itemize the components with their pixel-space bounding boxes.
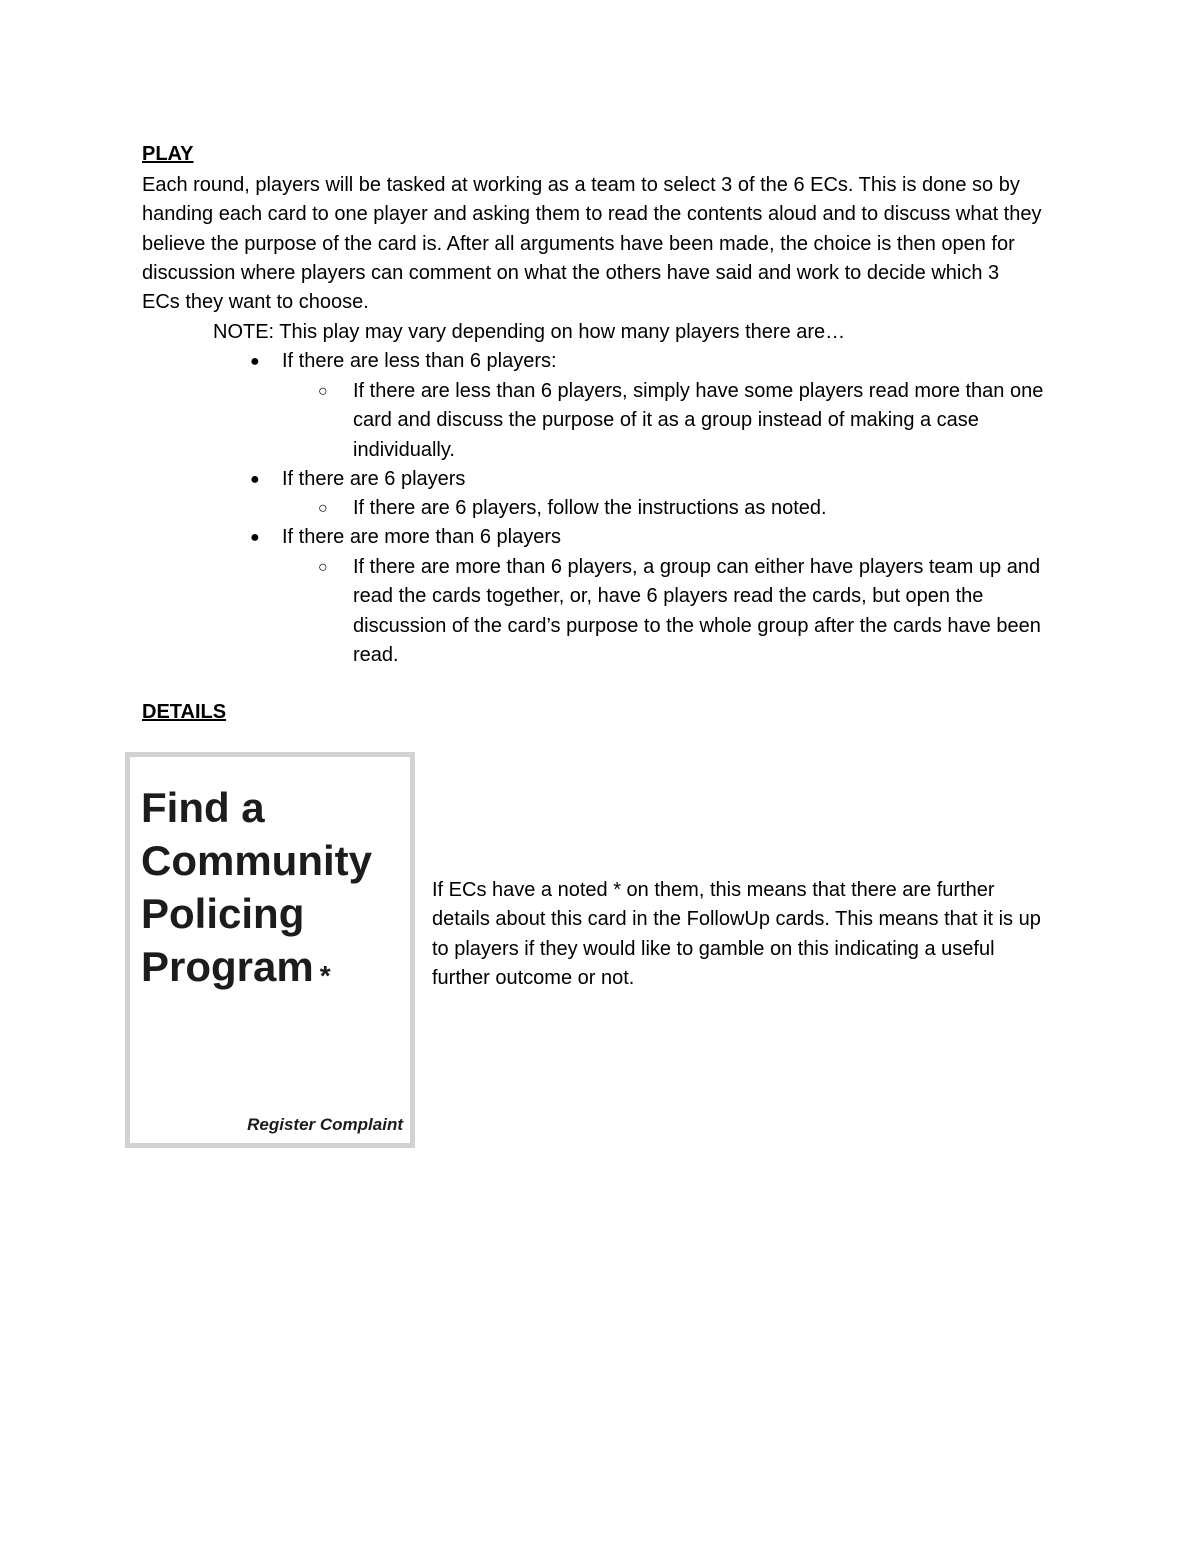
card-title — [141, 781, 411, 1002]
card-footer: Register Complaint — [247, 1115, 403, 1134]
card-star: * — [319, 960, 331, 991]
card-title-line: Policing — [141, 890, 305, 937]
bullet-marker: ● — [250, 471, 260, 488]
details-text: If ECs have a noted * on them, this means that there are further details about this card in the FollowUp cards. This means that it is up to players if they would like to gamble on this indicating a useful further outcome or not. — [432, 879, 1041, 989]
sub-bullet-marker: ○ — [318, 500, 328, 517]
bullet-marker: ● — [250, 353, 260, 370]
sub-bullet-item: If there are more than 6 players, a group can either have players team up and read the cards together, or, have 6 players read the cards, but open the discussion of the card’s purpose to the whole group after the cards have been read. — [353, 556, 1041, 666]
bullet-item: If there are 6 players — [282, 468, 466, 490]
play-paragraph: Each round, players will be tasked at working as a team to select 3 of the 6 ECs. This is done so by handing each card to one player and asking them to read the contents aloud and to discuss what they believe the purpose of the card is. After all arguments have been made, the choice is then open for discussion where players can comment on what the others have said and work to decide which 3 ECs they want to choose. — [142, 174, 1042, 314]
card-title-line: Community — [141, 837, 372, 884]
card-title-line — [141, 940, 411, 1002]
card-title-line-text: Program — [141, 943, 314, 990]
bullet-item: If there are more than 6 players — [282, 526, 562, 548]
event-card-image — [125, 752, 415, 1148]
bullet-item: If there are less than 6 players: — [282, 350, 557, 372]
card-title-line: Find a — [141, 784, 265, 831]
details-heading: DETAILS — [142, 701, 227, 723]
play-heading: PLAY — [142, 143, 194, 165]
sub-bullet-marker: ○ — [318, 559, 328, 576]
play-note: NOTE: This play may vary depending on how many players there are… — [213, 321, 846, 343]
sub-bullet-marker: ○ — [318, 383, 328, 400]
sub-bullet-item: If there are less than 6 players, simply have some players read more than one card and discuss the purpose of it as a group instead of making a case individually. — [353, 380, 1044, 461]
bullet-marker: ● — [250, 529, 260, 546]
sub-bullet-item: If there are 6 players, follow the instructions as noted. — [353, 497, 827, 519]
